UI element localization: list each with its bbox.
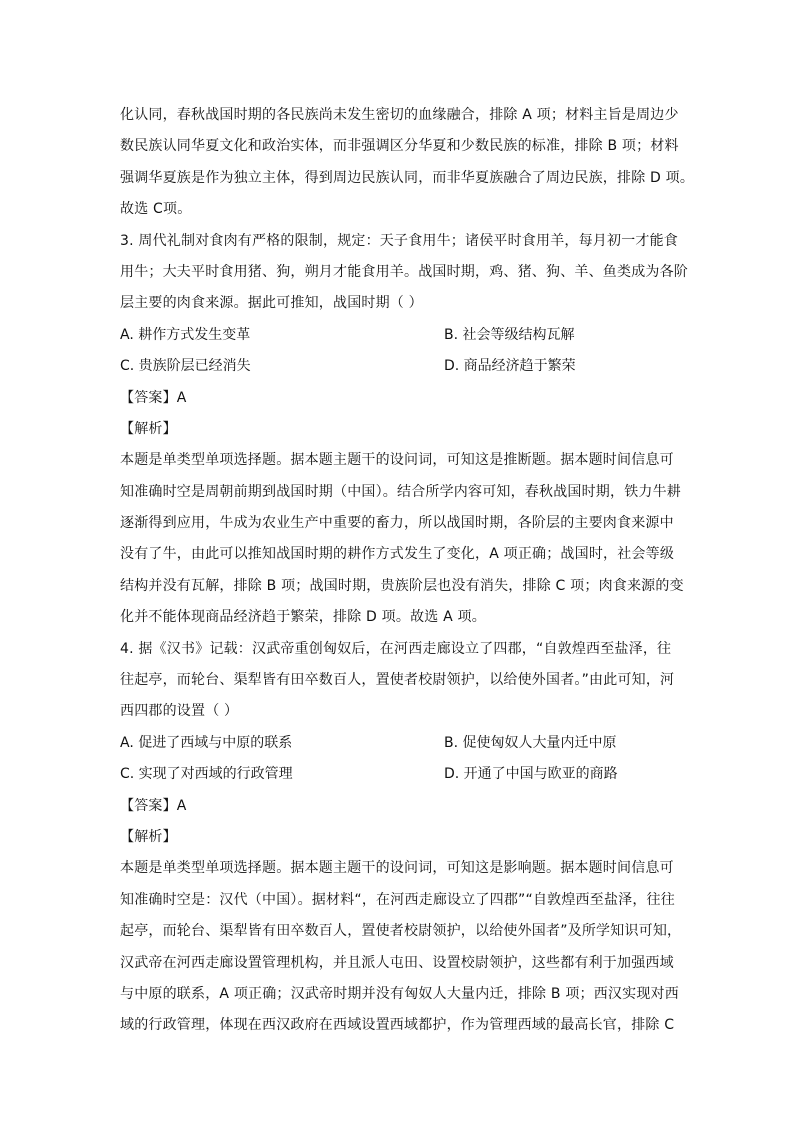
question-4-options-row [120, 759, 690, 790]
analysis-text: 知准确时空是周朝前期到战国时期（中国）。结合所学内容可知，春秋战国时期，铁力牛耕 [120, 483, 681, 500]
question-3-options-row [120, 320, 690, 351]
analysis-label: 【解析】 [120, 828, 177, 845]
analysis-text: 与中原的联系，A 项正确；汉武帝时期并没有匈奴人大量内迁，排除 B 项；西汉实现对西 [120, 985, 679, 1002]
question-3-stem: 3. 周代礼制对食肉有严格的限制，规定：天子食用牛；诸侯平时食用羊，每月初一才能食 [120, 232, 679, 249]
answer-label: 【答案】A [120, 389, 187, 406]
analysis-text: 结构并没有瓦解，排除 B 项；战国时期，贵族阶层也没有消失，排除 C 项；肉食来源的变 [120, 577, 684, 594]
option-d: D. 开通了中国与欧亚的商路 [444, 766, 618, 783]
analysis-label: 【解析】 [120, 420, 177, 437]
analysis-text: 逐渐得到应用，牛成为农业生产中重要的畜力，所以战国时期，各阶层的主要肉食来源中 [120, 515, 674, 532]
analysis-text: 本题是单类型单项选择题。据本题主题干的设问词，可知这是影响题。据本题时间信息可 [120, 860, 674, 877]
document-page [120, 100, 695, 1042]
question-3-stem: 层主要的肉食来源。据此可推知，战国时期（ ） [120, 295, 423, 312]
question-4-stem: 4. 据《汉书》记载：汉武帝重创匈奴后，在河西走廊设立了四郡，“自敦煌西至盐泽，往 [120, 640, 672, 657]
option-b: B. 促使匈奴人大量内迁中原 [444, 734, 617, 751]
analysis-text: 没有了牛，由此可以推知战国时期的耕作方式发生了变化，A 项正确；战国时，社会等级 [120, 546, 675, 563]
analysis-text: 起亭，而轮台、渠犁皆有田卒数百人，置使者校尉领护，以给使外国者”及所学知识可知， [120, 923, 682, 940]
option-c: C. 实现了对西域的行政管理 [120, 766, 293, 783]
option-d: D. 商品经济趋于繁荣 [444, 358, 576, 375]
analysis-text: 汉武帝在河西走廊设置管理机构，并且派人屯田、设置校尉领护，这些都有利于加强西域 [120, 954, 674, 971]
answer-label: 【答案】A [120, 797, 187, 814]
question-3-stem: 用牛；大夫平时食用猪、狗，朔月才能食用羊。战国时期，鸡、猪、狗、羊、鱼类成为各阶 [120, 263, 688, 280]
text-line: 化认同，春秋战国时期的各民族尚未发生密切的血缘融合，排除 A 项；材料主旨是周边少 [120, 107, 679, 123]
question-4-stem: 往起亭，而轮台、渠犁皆有田卒数百人，置使者校尉领护，以给使外国者。”由此可知，河 [120, 672, 675, 689]
question-4-options-row [120, 728, 690, 759]
text-line: 强调华夏族是作为独立主体，得到周边民族认同，而非华夏族融合了周边民族，排除 D 项。 [120, 169, 695, 186]
question-4-stem: 西四郡的设置（ ） [120, 703, 239, 720]
option-c: C. 贵族阶层已经消失 [120, 358, 251, 375]
option-b: B. 社会等级结构瓦解 [444, 326, 575, 343]
option-a: A. 促进了西域与中原的联系 [120, 734, 293, 751]
analysis-text: 本题是单类型单项选择题。据本题主题干的设问词，可知这是推断题。据本题时间信息可 [120, 452, 674, 469]
option-a: A. 耕作方式发生变革 [120, 326, 251, 343]
text-line: 数民族认同华夏文化和政治实体，而非强调区分华夏和少数民族的标准，排除 B 项；材料 [120, 138, 679, 155]
analysis-text: 域的行政管理，体现在西汉政府在西域设置西域都护，作为管理西域的最高长官，排除 C [120, 1017, 675, 1034]
analysis-text: 化并不能体现商品经济趋于繁荣，排除 D 项。故选 A 项。 [120, 609, 486, 626]
question-3-options-row [120, 351, 690, 382]
text-line: 故选 C项。 [120, 201, 192, 218]
analysis-text: 知准确时空是：汉代（中国）。据材料“，在河西走廊设立了四郡”“自敦煌西至盐泽，往往 [120, 891, 675, 908]
